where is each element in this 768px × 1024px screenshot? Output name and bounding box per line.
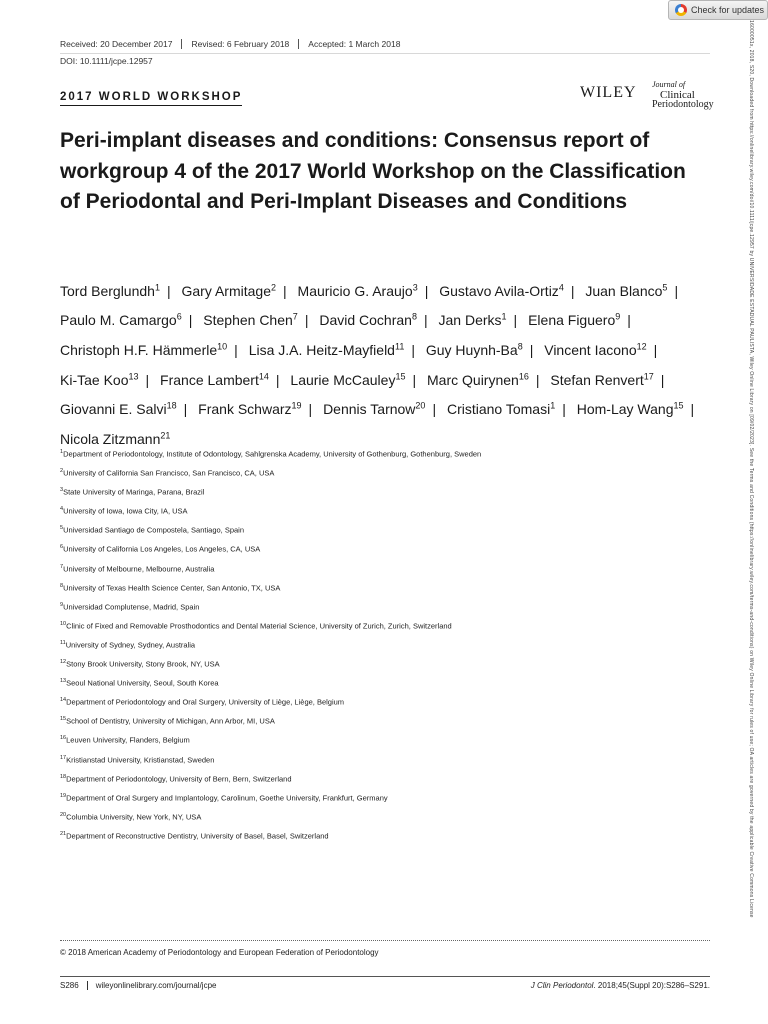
check-for-updates-label: Check for updates: [691, 5, 765, 15]
author-separator: |: [183, 401, 188, 418]
affiliation-text: Department of Oral Surgery and Implantology, Carolinum, Goethe University, Frankfurt, Germany: [66, 793, 388, 803]
author-name-text: Juan Blanco: [585, 282, 663, 299]
affiliation-text: Kristianstad University, Kristianstad, Sweden: [66, 755, 215, 764]
affiliation-text: University of Texas Health Science Center, San Antonio, TX, USA: [63, 583, 281, 593]
author-affiliation-number: 13: [128, 370, 139, 381]
affiliation-number: 10: [60, 620, 67, 627]
section-label: 2017 WORLD WORKSHOP: [60, 91, 242, 106]
author-affiliation-number: 12: [636, 341, 647, 352]
author-affiliation-number: 1: [550, 400, 556, 411]
author-name: [585, 283, 667, 299]
author-affiliation-number: 10: [217, 341, 228, 352]
author-name-text: Gustavo Avila-Ortiz: [439, 282, 559, 299]
affiliation-text: Leuven University, Flanders, Belgium: [66, 735, 190, 745]
author-name: [323, 401, 425, 417]
affiliation-item: [60, 501, 710, 520]
author-name: [577, 401, 684, 417]
affiliation-number: 17: [60, 754, 67, 761]
author-name: [544, 342, 646, 358]
author-name-text: Vincent Iacono: [544, 341, 637, 358]
author-separator: |: [513, 312, 518, 329]
author-affiliation-number: 8: [517, 341, 523, 352]
author-name-text: Elena Figuero: [528, 312, 616, 329]
affiliation-number: 5: [60, 525, 64, 532]
author-separator: |: [275, 371, 280, 388]
affiliation-item: [60, 520, 710, 539]
author-name: [249, 342, 405, 358]
author-separator: |: [660, 371, 665, 388]
affiliation-text: School of Dentistry, University of Michigan, Ann Arbor, MI, USA: [66, 716, 275, 726]
copyright-notice: © 2018 American Academy of Periodontology and European Federation of Periodontology: [60, 948, 379, 957]
author-affiliation-number: 6: [176, 311, 182, 322]
author-name: [160, 372, 269, 388]
author-name: [528, 312, 620, 328]
affiliation-item: [60, 482, 710, 501]
author-name: [60, 372, 139, 388]
author-name: [439, 283, 564, 299]
affiliation-item: [60, 616, 710, 635]
author-name: [60, 342, 227, 358]
journal-logo-line2: Clinical: [660, 89, 695, 101]
affiliation-text: Columbia University, New York, NY, USA: [66, 812, 202, 822]
footer-rule: [60, 976, 710, 977]
affiliation-item: [60, 711, 710, 730]
journal-logo-line1: Journal of: [652, 80, 686, 89]
author-name-text: Tord Berglundh: [60, 282, 155, 299]
publisher-logo: WILEY: [580, 84, 637, 101]
page-number: S286: [60, 981, 88, 990]
author-name: [60, 283, 160, 299]
affiliation-item: [60, 463, 710, 482]
affiliation-number: 8: [60, 582, 64, 589]
author-name-text: Giovanni E. Salvi: [60, 401, 167, 418]
affiliation-item: [60, 769, 710, 788]
author-name: [182, 283, 277, 299]
author-name-text: Jan Derks: [438, 312, 502, 329]
author-separator: |: [432, 401, 437, 418]
affiliation-item: [60, 444, 710, 463]
affiliation-item: [60, 750, 710, 769]
author-separator: |: [308, 401, 313, 418]
affiliation-text: Universidad Santiago de Compostela, Santiago, Spain: [63, 525, 245, 535]
author-name: [60, 312, 182, 328]
author-name-text: Christoph H.F. Hämmerle: [60, 341, 218, 358]
affiliation-text: University of Sydney, Sydney, Australia: [65, 640, 196, 650]
author-affiliation-number: 1: [154, 282, 160, 292]
author-affiliation-number: 4: [558, 282, 564, 292]
author-name: [427, 372, 529, 388]
author-separator: |: [627, 312, 631, 329]
author-affiliation-number: 11: [394, 341, 405, 352]
affiliation-number: 14: [60, 697, 67, 704]
affiliation-number: 4: [60, 506, 64, 513]
check-for-updates-button[interactable]: [668, 0, 768, 20]
author-separator: |: [283, 282, 287, 299]
author-affiliation-number: 16: [518, 370, 529, 381]
author-separator: |: [304, 312, 309, 329]
article-title: Peri-implant diseases and conditions: Consensus report of workgroup 4 of the 2017 World Workshop on the Classification of Periodontal and Peri-Implant Diseases and Conditions: [60, 129, 686, 213]
affiliation-number: 7: [60, 563, 64, 570]
affiliation-number: 15: [60, 716, 67, 723]
author-name-text: Frank Schwarz: [198, 401, 292, 418]
affiliation-text: Department of Periodontology, University of Bern, Bern, Switzerland: [66, 774, 292, 784]
author-name-text: Stefan Renvert: [550, 371, 644, 388]
author-separator: |: [234, 341, 238, 358]
author-name-text: Hom-Lay Wang: [576, 401, 674, 418]
author-affiliation-number: 17: [643, 370, 654, 381]
author-name-text: Ki-Tae Koo: [60, 371, 129, 388]
affiliation-item: [60, 539, 710, 558]
author-name-text: Gary Armitage: [181, 282, 271, 299]
author-name: [447, 401, 555, 417]
received-date: Received: 20 December 2017: [60, 39, 173, 49]
affiliation-item: [60, 578, 710, 597]
author-name-text: Cristiano Tomasi: [446, 401, 551, 418]
author-separator: |: [690, 401, 695, 418]
affiliation-number: 21: [60, 830, 67, 837]
author-affiliation-number: 19: [291, 400, 302, 411]
author-separator: |: [166, 282, 171, 299]
author-affiliation-number: 5: [662, 282, 668, 292]
affiliation-text: Department of Reconstructive Dentistry, University of Basel, Basel, Switzerland: [66, 831, 329, 841]
affiliation-number: 1: [60, 449, 64, 455]
affiliation-item: [60, 730, 710, 749]
affiliation-item: [60, 559, 710, 578]
author-affiliation-number: 8: [411, 311, 417, 322]
author-affiliation-number: 2: [270, 282, 276, 292]
footer-left: [60, 981, 216, 990]
author-separator: |: [570, 282, 575, 299]
affiliation-text: Universidad Complutense, Madrid, Spain: [63, 602, 200, 612]
author-name-text: David Cochran: [319, 312, 412, 329]
author-name: [426, 342, 523, 358]
affiliation-text: Clinic of Fixed and Removable Prosthodontics and Dental Material Science, University of Zurich, Zurich, Switzerland: [66, 621, 452, 631]
author-affiliation-number: 14: [258, 370, 269, 381]
citation: [531, 981, 710, 990]
author-name: [439, 312, 507, 328]
author-name: [60, 401, 177, 417]
journal-url[interactable]: wileyonlinelibrary.com/journal/jcpe: [95, 981, 217, 990]
accepted-date: Accepted: 1 March 2018: [298, 39, 409, 49]
author-separator: |: [411, 341, 415, 358]
author-name-text: Guy Huynh-Ba: [425, 341, 518, 358]
author-separator: |: [423, 312, 428, 329]
affiliation-text: Department of Periodontology, Institute of Odontology, Sahlgrenska Academy, University of Gothenburg, Gothenburg, Sweden: [63, 449, 482, 459]
author-name: [550, 372, 653, 388]
affiliation-text: University of California Los Angeles, Los Angeles, CA, USA: [63, 544, 261, 554]
author-separator: |: [412, 371, 417, 388]
affiliation-number: 18: [60, 773, 67, 780]
author-separator: |: [653, 341, 658, 358]
affiliation-number: 6: [60, 544, 64, 551]
affiliation-item: [60, 635, 710, 654]
author-separator: |: [188, 312, 193, 329]
author-name: [298, 283, 418, 299]
doi[interactable]: DOI: 10.1111/jcpe.12957: [60, 56, 153, 66]
author-affiliation-number: 18: [166, 400, 177, 411]
affiliation-text: University of Iowa, Iowa City, IA, USA: [63, 506, 188, 516]
affiliation-number: 11: [60, 639, 66, 646]
affiliation-text: Department of Periodontology and Oral Surgery, University of Liège, Liège, Belgium: [66, 697, 345, 707]
revised-date: Revised: 6 February 2018: [181, 39, 298, 49]
affiliation-number: 16: [60, 735, 67, 742]
affiliation-number: 9: [60, 601, 64, 608]
affiliation-item: [60, 673, 710, 692]
author-name-text: Paulo M. Camargo: [60, 312, 177, 329]
affiliation-item: [60, 826, 710, 845]
affiliation-item: [60, 807, 710, 826]
journal-abbreviation: J Clin Periodontol: [530, 981, 594, 990]
article-history: [60, 39, 409, 49]
affiliation-item: [60, 692, 710, 711]
download-notice: 16000051x, 2018, S20, Downloaded from https://onlinelibrary.wiley.com/doi/10.1111/jcpe.12957 by UNIVERSIDADE ESTADUAL PAULISTA, Wiley Online Library on [09/02/2023]. See the Terms and Conditions (https://onlinelibrary.wiley.com/terms-and-conditions) on Wiley Online Library for rules of use; OA articles are governed by the applicable Creative Commons License: [748, 20, 754, 918]
author-name-text: Dennis Tarnow: [323, 401, 416, 418]
affiliation-item: [60, 788, 710, 807]
affiliation-number: 20: [60, 811, 67, 818]
author-separator: |: [562, 401, 566, 418]
author-name-text: Stephen Chen: [203, 312, 293, 329]
check-updates-icon: [675, 4, 687, 16]
author-separator: |: [529, 341, 534, 358]
author-separator: |: [424, 282, 429, 299]
author-name-text: Mauricio G. Araujo: [297, 282, 413, 299]
author-affiliation-number: 7: [292, 311, 298, 322]
affiliation-number: 13: [60, 678, 67, 685]
affiliation-number: 2: [60, 468, 64, 475]
author-name-text: Laurie McCauley: [290, 371, 396, 388]
author-name-text: France Lambert: [160, 371, 259, 388]
author-affiliation-number: 9: [615, 311, 621, 322]
author-name: [198, 401, 301, 417]
author-affiliation-number: 15: [395, 370, 406, 381]
affiliation-item: [60, 654, 710, 673]
citation-details: . 2018;45(Suppl 20):S286–S291.: [593, 981, 710, 990]
author-separator: |: [535, 371, 540, 388]
author-affiliation-number: 1: [501, 311, 507, 322]
affiliation-text: State University of Maringa, Parana, Brazil: [63, 487, 205, 497]
affiliation-text: Stony Brook University, Stony Brook, NY, USA: [66, 659, 220, 669]
author-name: [319, 312, 417, 328]
author-affiliation-number: 3: [412, 282, 418, 292]
author-list: [60, 274, 710, 452]
author-name-text: Marc Quirynen: [427, 371, 519, 388]
affiliation-item: [60, 597, 710, 616]
author-affiliation-number: 15: [673, 400, 684, 411]
author-name-text: Lisa J.A. Heitz-Mayfield: [248, 341, 395, 358]
affiliation-number: 19: [60, 792, 67, 799]
affiliation-number: 12: [60, 659, 67, 666]
journal-logo: [652, 80, 714, 110]
author-affiliation-number: 21: [160, 430, 171, 441]
author-separator: |: [145, 371, 150, 388]
affiliation-text: University of California San Francisco, San Francisco, CA, USA: [63, 468, 275, 478]
footnote-rule: [60, 940, 710, 941]
journal-logo-line3: Periodontology: [652, 99, 714, 110]
author-separator: |: [674, 282, 679, 299]
affiliation-number: 3: [60, 487, 64, 494]
author-name-text: Nicola Zitzmann: [60, 430, 161, 447]
header-rule: [60, 53, 710, 54]
author-name: [203, 312, 298, 328]
affiliation-list: [60, 444, 710, 845]
author-name: [290, 372, 405, 388]
affiliation-text: Seoul National University, Seoul, South Korea: [66, 678, 219, 688]
author-affiliation-number: 20: [415, 400, 426, 411]
affiliation-text: University of Melbourne, Melbourne, Australia: [63, 564, 215, 574]
